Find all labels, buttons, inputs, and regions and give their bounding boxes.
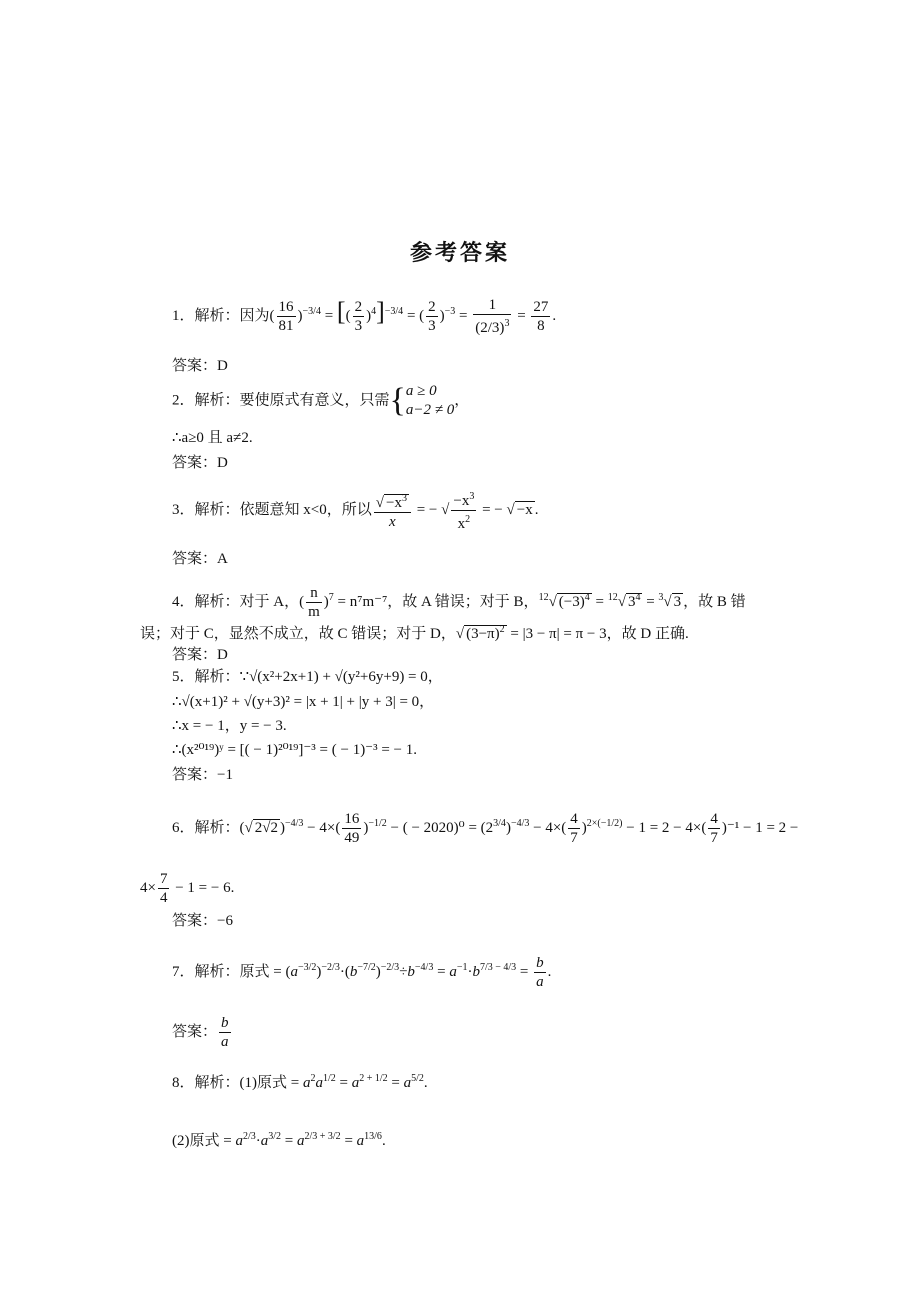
q1-analysis: 1．解析：因为( $\frac{16}{81}$ )$^{-3/4}$ = [( $\frac{2}{3}$ )$^4$]$^{-3/4}$ = ( $\frac{2}{3}$ )$^{-3}$ = $\frac{1}{(2/3)^3}$ = $\frac{27}{8}$ . xyxy=(172,296,557,336)
analysis-label: 解析： xyxy=(194,667,240,685)
q4-mid1: = n⁷m⁻⁷，故 A 错误；对于 B， xyxy=(337,593,539,610)
q6-line1d: )⁻¹ − 1 = 2 − xyxy=(721,819,799,836)
q2-answer xyxy=(172,452,228,473)
answer-label: 答案： xyxy=(172,765,218,783)
q2-conclusion: ∴a≥0 且 a≠2. xyxy=(172,430,253,446)
q1-answer-value: D xyxy=(217,358,228,374)
analysis-label: 解析： xyxy=(194,591,240,610)
answer-label: 答案： xyxy=(172,645,218,663)
q6-line1c: = 2 − 4×( xyxy=(649,819,707,836)
q8-line2-text: (2)原式 = xyxy=(172,1133,236,1149)
analysis-label: 解析： xyxy=(194,305,240,324)
q5-answer-value: −1 xyxy=(217,767,233,783)
q4-answer-value: D xyxy=(217,647,228,663)
q4-analysis-line2: 误；对于 C，显然不成立，故 C 错误；对于 D，√ $(3-\pi)^2 = |3 - \pi| = \pi - 3$，故 D 正确. xyxy=(140,624,689,642)
q5-line1-text: ∵√(x²+2x+1) + √(y²+6y+9) = 0， xyxy=(239,669,443,685)
q4-analysis-line1: 4．解析：对于 A，( $\frac{n}{m}$ )$^7$ = n⁷m⁻⁷，故 A 错误；对于 B，$^{12}$√ $(-3)^4 = ^{12}√$ $3^4 = ^3√$ 3 ，故 B 错 xyxy=(172,585,746,620)
q3-answer-value: A xyxy=(217,551,228,567)
q7-text: 原式 = xyxy=(239,963,286,980)
q4-number: 4． xyxy=(172,593,195,610)
q2-condition-2: a−2 ≠ 0 xyxy=(405,402,455,418)
q5-line3: ∴x = − 1，y = − 3. xyxy=(172,718,287,734)
q6-line2: 4× $\frac{7}{4}$ − 1 = − 6. xyxy=(140,871,235,906)
q2-tail: ， xyxy=(454,392,470,409)
q7-analysis: 7．解析：原式 = $(a^{-3/2})^{-2/3}\cdot(b^{-7/2})^{-2/3}\div b^{-4/3} = a^{-1}\cdot b^{7/3 - 4/3}$ = $\frac{b}{a}$ . xyxy=(172,955,552,990)
analysis-label: 解析： xyxy=(194,817,240,836)
q5-answer xyxy=(172,764,233,785)
q7-answer xyxy=(172,1014,233,1051)
q5-line2: ∴√(x+1)² + √(y+3)² = |x + 1| + |y + 3| = 0， xyxy=(172,694,435,710)
q6-answer-value: −6 xyxy=(217,913,233,929)
q2-text: 要使原式有意义，只需 xyxy=(239,392,390,409)
q8-line1-text: (1)原式 = xyxy=(239,1075,303,1091)
q3-answer xyxy=(172,548,228,569)
q8-line2: (2)原式 = $a^{2/3}\cdot a^{3/2} = a^{2/3 + 3/2} = a^{13/6}$. xyxy=(172,1131,386,1149)
q2-number: 2． xyxy=(172,392,195,409)
q3-number: 3． xyxy=(172,501,195,518)
q2-analysis: 2．解析：要使原式有意义，只需{a ≥ 0 a−2 ≠ 0， xyxy=(172,382,470,419)
q5-line1 xyxy=(172,666,443,687)
q6-number: 6． xyxy=(172,819,195,836)
q5-number: 5． xyxy=(172,669,195,685)
q4-line2b: = |3 − π| = π − 3，故 D 正确. xyxy=(510,626,689,642)
q4-mid2: ，故 B 错 xyxy=(683,593,746,610)
q2-condition-1: a ≥ 0 xyxy=(405,383,437,399)
q7-answer-denominator: a xyxy=(221,1034,229,1050)
answer-label: 答案： xyxy=(172,1021,218,1040)
q1-number: 1． xyxy=(172,307,195,324)
q4-line1: 对于 A， xyxy=(239,593,300,610)
q6-line1: 6．解析：(√ 2√2 )$^{-4/3}$ − 4×( $\frac{16}{49}$ )$^{-1/2}$ − ( − $2020)^0 = (2^{3/4})^{-4/3} - 4\times$( $\frac{4}{7}$ )$^{2\times(-1/2)}$ − 1 = 2 − 4×( $\frac{4}{7}$ )⁻¹ − 1 = 2 − xyxy=(172,811,799,846)
q3-analysis: 3．解析：依题意知 x<0，所以 $\frac{√ -x^3}{x}$ = − √ $\frac{-x^3}{x^2}$ = − √ −x . xyxy=(172,488,538,533)
analysis-label: 解析： xyxy=(194,961,240,980)
answer-label: 答案： xyxy=(172,911,218,929)
analysis-label: 解析： xyxy=(194,499,240,518)
page-title: 参考答案 xyxy=(409,241,510,266)
q7-answer-numerator: b xyxy=(221,1015,229,1031)
q7-number: 7． xyxy=(172,963,195,980)
q6-line2b: − 1 = − 6. xyxy=(175,879,235,896)
analysis-label: 解析： xyxy=(194,390,240,409)
q8-line1: 8．解析：(1)原式 = $a^2a^{1/2} = a^{2 + 1/2} = a^{5/2}$. xyxy=(172,1073,428,1091)
q6-line1b: − ( − 2020)⁰ = (2 xyxy=(390,819,494,836)
q4-answer xyxy=(172,644,228,665)
answer-label: 答案： xyxy=(172,356,218,374)
q8-number: 8． xyxy=(172,1075,195,1091)
analysis-label: 解析： xyxy=(194,1073,240,1091)
answer-label: 答案： xyxy=(172,549,218,567)
q5-line4: ∴(x²⁰¹⁹)ʸ = [( − 1)²⁰¹⁹]⁻³ = ( − 1)⁻³ = − 1. xyxy=(172,742,418,758)
q4-line2a: 误；对于 C，显然不成立，故 C 错误；对于 D， xyxy=(140,626,456,642)
q6-answer xyxy=(172,910,233,931)
q1-answer xyxy=(172,355,228,376)
q3-text: 依题意知 x<0，所以 xyxy=(239,501,372,518)
answer-label: 答案： xyxy=(172,453,218,471)
q2-answer-value: D xyxy=(217,455,228,471)
